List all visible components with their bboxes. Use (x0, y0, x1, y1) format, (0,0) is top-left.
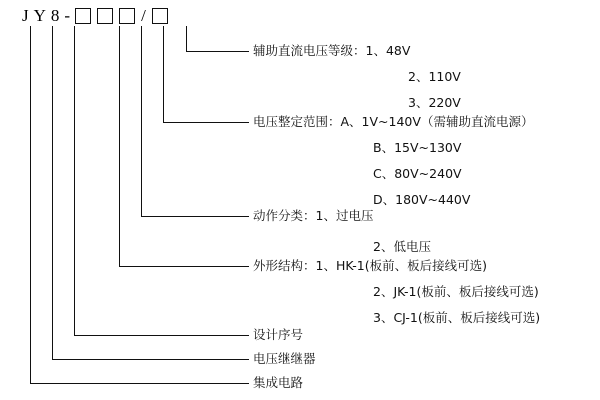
leader-hline-design-serial (74, 335, 249, 336)
label-voltage-range-line1: 电压整定范围：A、1V~140V（需辅助直流电源） (253, 114, 534, 129)
label-voltage-range-line3: C、80V~240V (373, 166, 462, 181)
leader-vline-action-type (141, 26, 142, 216)
model-code (22, 4, 174, 28)
code-char-dash: - (64, 6, 71, 25)
leader-hline-integrated-circuit (30, 383, 249, 384)
leader-hline-action-type (141, 216, 249, 217)
code-separator-slash: / (141, 6, 146, 25)
label-shape-structure-line2: 2、JK-1(板前、板后接线可选) (373, 284, 539, 299)
label-aux-dc-voltage-line2: 2、110V (408, 69, 461, 84)
leader-vline-integrated-circuit (30, 26, 31, 383)
label-aux-dc-voltage-line3: 3、220V (408, 95, 461, 110)
label-voltage-range-line2: B、15V~130V (373, 140, 462, 155)
label-design-serial: 设计序号 (253, 327, 304, 342)
label-action-type-line2: 2、低电压 (373, 239, 431, 254)
leader-hline-relay-type (52, 359, 249, 360)
leader-vline-relay-type (52, 26, 53, 359)
leader-vline-design-serial (74, 26, 75, 335)
label-action-type-line1: 动作分类：1、过电压 (253, 208, 374, 223)
label-voltage-range-line4: D、180V~440V (373, 192, 471, 207)
code-char-y: Y (33, 6, 46, 25)
leader-vline-voltage-range (163, 26, 164, 122)
label-shape-structure-line3: 3、CJ-1(板前、板后接线可选) (373, 310, 541, 325)
leader-vline-shape-structure (119, 26, 120, 266)
leader-hline-voltage-range (163, 122, 249, 123)
code-char-j: J (22, 6, 29, 25)
label-aux-dc-voltage-line1: 辅助直流电压等级：1、48V (253, 43, 411, 58)
leader-vline-aux-dc (186, 26, 187, 51)
label-shape-structure-line1: 外形结构：1、HK-1(板前、板后接线可选) (253, 258, 487, 273)
label-integrated-circuit: 集成电路 (253, 375, 304, 390)
leader-hline-aux-dc (186, 51, 249, 52)
code-box-2 (97, 8, 113, 24)
leader-hline-shape-structure (119, 266, 249, 267)
label-relay-type: 电压继继器 (253, 351, 316, 366)
code-char-8: 8 (50, 6, 60, 25)
code-box-4 (152, 8, 168, 24)
code-box-3 (119, 8, 135, 24)
code-box-1 (75, 8, 91, 24)
